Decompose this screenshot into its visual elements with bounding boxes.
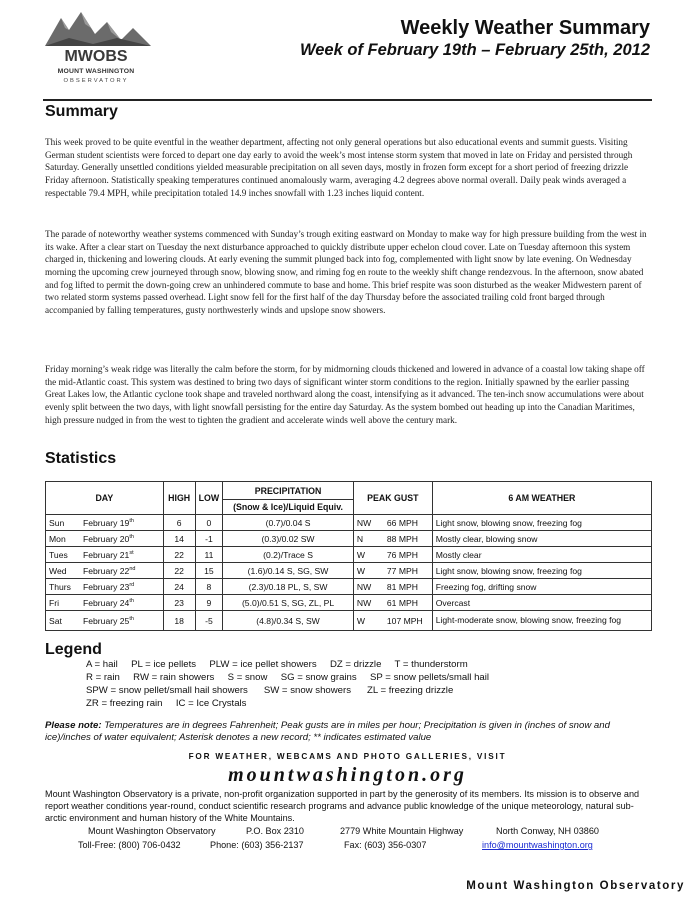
col-precipitation: PRECIPITATION	[223, 482, 354, 500]
summary-paragraph-2: The parade of noteworthy weather systems commenced with Sunday’s trough exiting eastward on Monday to make way for high pressure building from the west in its wake. After a clear start on Tuesday the next disturbance approached to quickly distribute upper echelon cloud cover. Late on Tuesday afternoon this system charged in, thickening and lowering clouds. At early evening the summit plunged back into fog, complemented with light snow by late evening. On Wednesday morning the upcoming crew journeyed through snow, blowing snow, and riming fog en route to the weekly shift change rendezvous. In the afternoon, snow abated and fog lifted to permit the down-going crew an unhindered commute to base and home. This brief respite was soon disturbed as the weaker Midwestern parent of two related storm systems passed overhead. Light snow fell for the first half of the day Thursday before the associated trailing cold front barged through accompanied by falling temperatures, gusty northwesterly winds and upslope snow showers.	[45, 229, 647, 316]
row-dow: Sat	[49, 615, 62, 626]
row-high: 24	[163, 579, 195, 595]
header-rule	[43, 99, 652, 101]
row-high: 22	[163, 563, 195, 579]
summary-paragraph-3: Friday morning’s weak ridge was literally the calm before the storm, for by midmorning clouds thickened and lowered in advance of a coastal low taking shape off the mid-Atlantic coast. This system was destined to bring two days of significant winter storm conditions to the region. Initially spawned by the earlier passing Great Lakes low, the Atlantic cyclone took shape and traveled northward along the coast, intensifying as it advanced. The ten-inch snow accumulations were about evenly split between the two days, with light snowfall persisting for the entire day Saturday. As the system bombed out heading up into the Canadian Maritimes, high pressure nudged in from the west to tighten the gradient and accelerate winds well above the century mark.	[45, 364, 645, 425]
legend-heading: Legend	[45, 641, 102, 658]
row-precip: (4.8)/0.34 S, SW	[223, 611, 354, 631]
row-dow: Fri	[49, 597, 60, 608]
table-row	[46, 515, 652, 531]
row-date: February 23	[83, 581, 130, 592]
table-row	[46, 563, 652, 579]
legend-line: SPW = snow pellet/small hail showers SW = snow showers ZL = freezing drizzle	[86, 685, 454, 696]
row-gust-speed: 107 MPH	[386, 615, 423, 626]
row-gust-speed: 61 MPH	[386, 597, 418, 608]
row-low: 8	[195, 579, 223, 595]
col-low: LOW	[195, 482, 223, 515]
row-low: 9	[195, 595, 223, 611]
row-date: February 22	[83, 565, 130, 576]
statistics-table	[45, 481, 652, 631]
table-row	[46, 531, 652, 547]
row-dow: Mon	[49, 533, 66, 544]
summary-paragraph-1: This week proved to be quite eventful in the weather department, affecting not only general operations but also educational events and summit guests. Visiting German student scientists were forced to depart one day early to avoid the week’s most intense storm system that moved in late on Friday and persisted through Saturday. Generally unsettled conditions yielded measurable precipitation on all seven days, mostly in frozen form except for a short period of freezing drizzle Friday afternoon. Statistically speaking temperatures continued anomalously warm, averaging 4.2 degrees above normal overall. Daily peak winds averaged a respectable 79.4 MPH, while precipitation totaled 14.9 inches snowfall with 1.23 inches liquid content.	[45, 137, 633, 198]
row-high: 23	[163, 595, 195, 611]
row-weather: Light snow, blowing snow, freezing fog	[432, 515, 651, 531]
col-high: HIGH	[163, 482, 195, 515]
row-dow: Thurs	[49, 581, 71, 592]
row-gust-dir: NW	[356, 517, 372, 528]
visit-banner: FOR WEATHER, WEBCAMS AND PHOTO GALLERIES, VISIT	[188, 752, 507, 761]
summary-heading: Summary	[45, 103, 118, 120]
row-weather: Light snow, blowing snow, freezing fog	[432, 563, 651, 579]
row-date: February 21	[83, 549, 130, 560]
row-gust-speed: 81 MPH	[386, 581, 418, 592]
row-gust-speed: 66 MPH	[386, 517, 418, 528]
footer-brand: Mount Washington Observatory	[466, 880, 685, 892]
email-link[interactable]: info@mountwashington.org	[482, 840, 593, 850]
row-date-suffix: st	[129, 549, 134, 556]
address-street: 2779 White Mountain Highway	[340, 826, 464, 836]
row-gust-dir: W	[356, 615, 366, 626]
row-gust-dir: W	[356, 549, 366, 560]
row-precip: (0.3)/0.02 SW	[223, 531, 354, 547]
address-org: Mount Washington Observatory	[88, 826, 216, 836]
row-weather: Light-moderate snow, blowing snow, freezing fog	[432, 611, 651, 631]
row-weather: Overcast	[432, 595, 651, 611]
row-date: February 24	[83, 597, 130, 608]
col-peak-gust: PEAK GUST	[353, 482, 432, 515]
row-weather: Mostly clear	[432, 547, 651, 563]
col-6am-weather: 6 AM WEATHER	[432, 482, 651, 515]
table-row	[46, 595, 652, 611]
row-date-suffix: nd	[129, 565, 136, 572]
row-gust-dir: W	[356, 565, 366, 576]
row-precip: (5.0)/0.51 S, SG, ZL, PL	[223, 595, 354, 611]
website-link[interactable]: mountwashington.org	[228, 764, 467, 786]
row-precip: (0.7)/0.04 S	[223, 515, 354, 531]
mission-statement: Mount Washington Observatory is a private, non-profit organization supported in part by the generosity of its members. Its mission is to observe and report weather conditions year-round, conduct scientific research programs and advance public knowledge of the unique meteorology, natural sub-arctic environment and human history of the White Mountains.	[45, 789, 640, 824]
address-po-box: P.O. Box 2310	[246, 826, 304, 836]
row-date-suffix: rd	[129, 581, 135, 588]
logo-wordmark: MWOBS	[64, 48, 128, 65]
row-date-suffix: th	[129, 533, 134, 540]
row-gust-speed: 77 MPH	[386, 565, 418, 576]
row-precip: (2.3)/0.18 PL, S, SW	[223, 579, 354, 595]
row-precip: (0.2)/Trace S	[223, 547, 354, 563]
row-weather: Freezing fog, drifting snow	[432, 579, 651, 595]
page-title: Weekly Weather Summary	[400, 17, 650, 39]
units-note	[45, 720, 650, 745]
row-low: -1	[195, 531, 223, 547]
row-dow: Sun	[49, 517, 65, 528]
row-low: 0	[195, 515, 223, 531]
row-low: 11	[195, 547, 223, 563]
row-gust-dir: NW	[356, 581, 372, 592]
page-subtitle: Week of February 19th – February 25th, 2012	[299, 41, 650, 59]
legend-line: A = hail PL = ice pellets PLW = ice pellet showers DZ = drizzle T = thunderstorm	[86, 659, 468, 670]
row-high: 22	[163, 547, 195, 563]
row-dow: Wed	[49, 565, 67, 576]
row-low: -5	[195, 611, 223, 631]
row-gust-dir: N	[356, 533, 364, 544]
phone-main: Phone: (603) 356-2137	[210, 840, 304, 850]
row-date-suffix: th	[129, 597, 134, 604]
row-date: February 19	[83, 517, 130, 528]
row-high: 18	[163, 611, 195, 631]
legend-line: R = rain RW = rain showers S = snow SG = snow grains SP = snow pellets/small hail	[86, 672, 490, 683]
logo-subtitle-2: OBSERVATORY	[63, 78, 129, 84]
row-date-suffix: th	[129, 517, 134, 524]
phone-tollfree: Toll-Free: (800) 706-0432	[78, 840, 181, 850]
table-row	[46, 547, 652, 563]
table-row	[46, 579, 652, 595]
row-high: 6	[163, 515, 195, 531]
row-gust-speed: 88 MPH	[386, 533, 418, 544]
address-city: North Conway, NH 03860	[496, 826, 599, 836]
fax-number: Fax: (603) 356-0307	[344, 840, 427, 850]
row-date: February 25	[83, 615, 130, 626]
col-day: DAY	[46, 482, 164, 515]
note-text: Temperatures are in degrees Fahrenheit; Peak gusts are in miles per hour; Precipitation is given in (inches of snow and ice)/inches of water equivalent; Asterisk denotes a new record; ** indicates estimated value	[45, 720, 610, 744]
legend-line: ZR = freezing rain IC = Ice Crystals	[86, 698, 247, 709]
row-gust-speed: 76 MPH	[386, 549, 418, 560]
table-row	[46, 611, 652, 631]
statistics-heading: Statistics	[45, 450, 117, 467]
row-weather: Mostly clear, blowing snow	[432, 531, 651, 547]
logo-subtitle: MOUNT WASHINGTON	[57, 68, 135, 75]
row-gust-dir: NW	[356, 597, 372, 608]
note-label: Please note:	[45, 720, 102, 731]
row-low: 15	[195, 563, 223, 579]
row-date: February 20	[83, 533, 130, 544]
row-dow: Tues	[49, 549, 68, 560]
row-high: 14	[163, 531, 195, 547]
row-date-suffix: th	[129, 615, 134, 622]
row-precip: (1.6)/0.14 S, SG, SW	[223, 563, 354, 579]
col-precipitation-sub: (Snow & Ice)/Liquid Equiv.	[223, 500, 354, 515]
